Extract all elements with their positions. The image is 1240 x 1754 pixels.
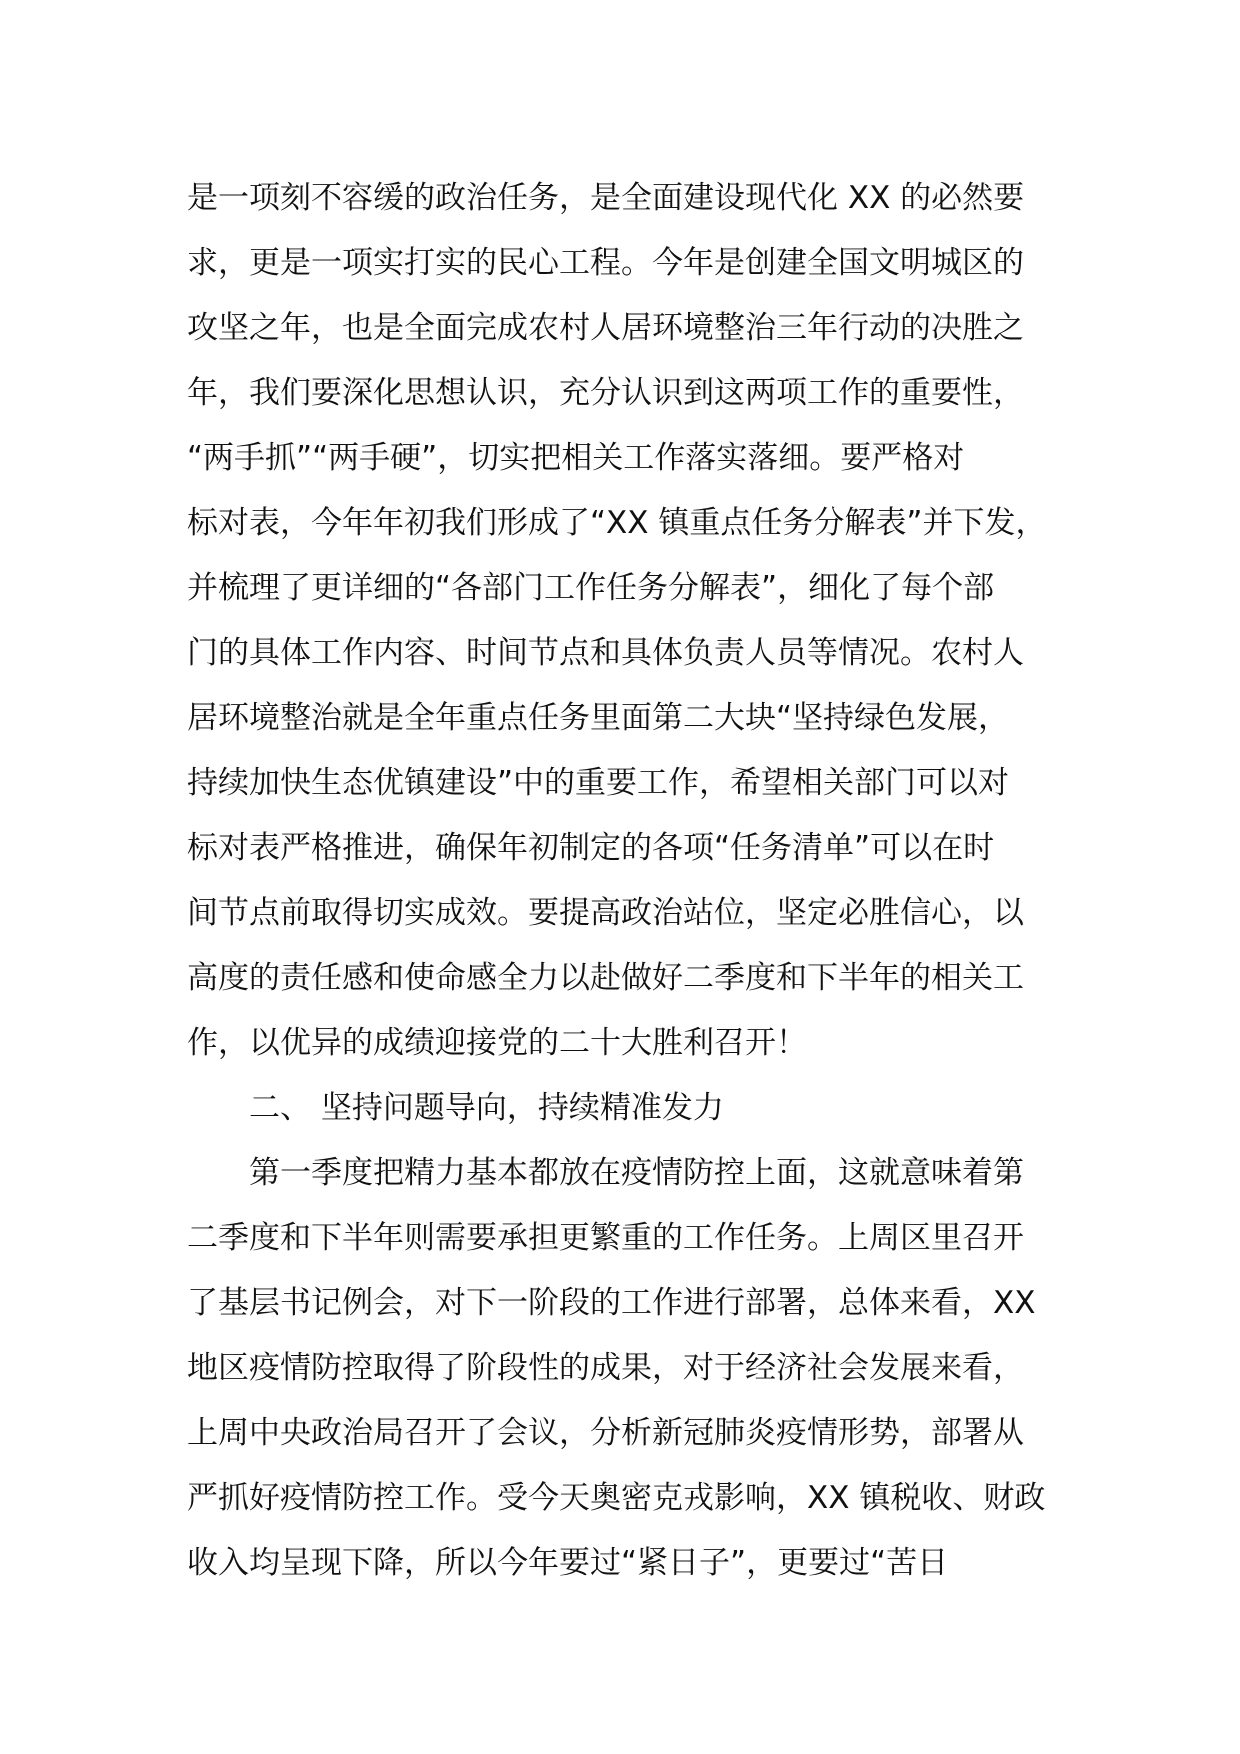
paragraph-line: 地区疫情防控取得了阶段性的成果，对于经济社会发展来看，	[187, 1350, 1024, 1386]
text-line: 攻坚之年，也是全面完成农村人居环境整治三年行动的决胜之	[187, 310, 1024, 346]
text-line: 年，我们要深化思想认识，充分认识到这两项工作的重要性，	[187, 375, 1024, 411]
text-line: 是一项刻不容缓的政治任务，是全面建设现代化 XX 的必然要	[187, 180, 1025, 216]
text-line: 求，更是一项实打实的民心工程。今年是创建全国文明城区的	[187, 245, 1024, 281]
document-body	[187, 166, 1087, 1596]
text-line: 高度的责任感和使命感全力以赴做好二季度和下半年的相关工	[187, 960, 1024, 996]
section-heading: 二、 坚持问题导向，持续精准发力	[249, 1090, 724, 1126]
paragraph-line: 了基层书记例会，对下一阶段的工作进行部署，总体来看，XX	[187, 1285, 1036, 1321]
paragraph-line: 严抓好疫情防控工作。受今天奥密克戎影响，XX 镇税收、财政	[187, 1480, 1046, 1516]
text-line: 居环境整治就是全年重点任务里面第二大块“坚持绿色发展，	[187, 700, 1010, 736]
text-line: 持续加快生态优镇建设”中的重要工作，希望相关部门可以对	[187, 765, 1010, 801]
text-line: “两手抓”“两手硬”，切实把相关工作落实落细。要严格对	[187, 440, 965, 476]
text-line: 门的具体工作内容、时间节点和具体负责人员等情况。农村人	[187, 635, 1024, 671]
paragraph-line: 二季度和下半年则需要承担更繁重的工作任务。上周区里召开	[187, 1220, 1024, 1256]
text-line: 并梳理了更详细的“各部门工作任务分解表”，细化了每个部	[187, 570, 995, 606]
text-line: 标对表，今年年初我们形成了“XX 镇重点任务分解表”并下发，	[187, 505, 1047, 541]
paragraph-line: 上周中央政治局召开了会议，分析新冠肺炎疫情形势，部署从	[187, 1415, 1024, 1451]
text-line: 标对表严格推进，确保年初制定的各项“任务清单”可以在时	[187, 830, 995, 866]
text-line: 间节点前取得切实成效。要提高政治站位，坚定必胜信心，以	[187, 895, 1024, 931]
paragraph-line: 收入均呈现下降，所以今年要过“紧日子”，更要过“苦日	[187, 1545, 949, 1581]
text-line: 作，以优异的成绩迎接党的二十大胜利召开！	[187, 1025, 807, 1061]
paragraph-line: 第一季度把精力基本都放在疫情防控上面，这就意味着第	[249, 1155, 1024, 1191]
